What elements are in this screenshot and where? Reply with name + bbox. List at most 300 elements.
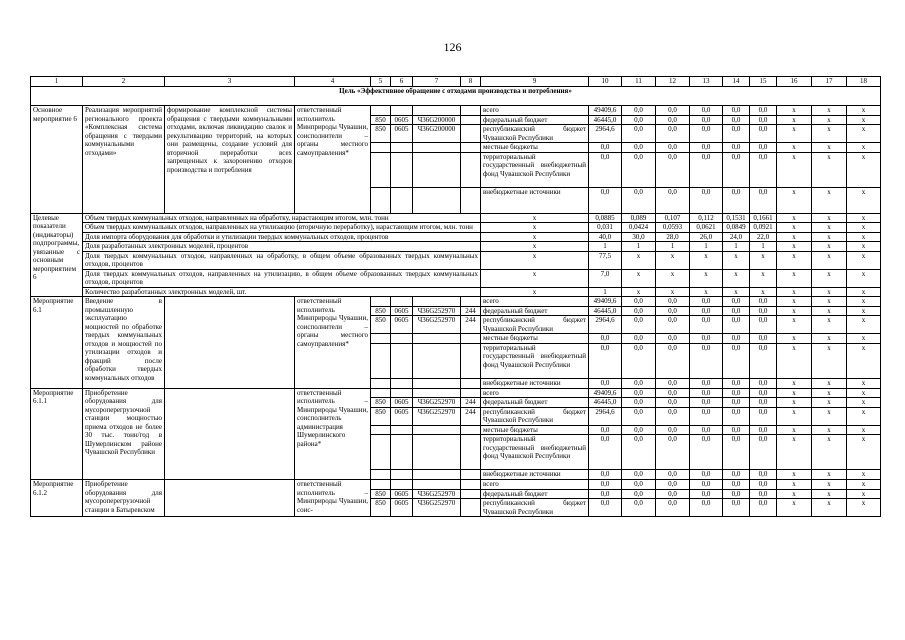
budget-code-c8 xyxy=(461,480,481,490)
target-x: x xyxy=(481,213,589,223)
value-cell: 46445,0 xyxy=(589,398,622,408)
budget-code-c6 xyxy=(391,143,413,153)
value-cell: 0,0 xyxy=(723,297,750,307)
budget-code-c5: 850 xyxy=(371,125,391,143)
value-cell: x xyxy=(812,152,847,187)
header-cell-5: 5 xyxy=(371,77,391,87)
value-cell: 0,0 xyxy=(723,378,750,388)
value-cell: x xyxy=(812,106,847,116)
value-cell: 46445,0 xyxy=(589,306,622,316)
targets-label: Целевые показатели (индикаторы) подпрограммы, увязанные с основным мероприятием 6 xyxy=(31,213,83,297)
value-cell: 0,0593 xyxy=(656,223,690,233)
value-cell: 0,0 xyxy=(589,425,622,435)
budget-code-c7 xyxy=(413,343,461,378)
value-cell: 0,0 xyxy=(656,378,690,388)
value-cell: x xyxy=(622,251,656,269)
value-cell: x xyxy=(777,425,812,435)
value-cell: 0,0 xyxy=(690,407,723,425)
value-cell: x xyxy=(847,297,881,307)
value-cell: x xyxy=(777,435,812,470)
value-cell: 0,0 xyxy=(656,106,690,116)
value-cell: 0,0 xyxy=(589,343,622,378)
value-cell: 0,0 xyxy=(589,499,622,517)
budget-code-c8: 244 xyxy=(461,407,481,425)
goal-title: Цель «Эффективное обращение с отходами производства и потребления» xyxy=(31,87,881,106)
value-cell: x xyxy=(847,287,881,297)
value-cell: 0,0 xyxy=(656,316,690,334)
target-text: Объем твердых коммунальных отходов, направленных на обработку, нарастающим итогом, млн. тонн xyxy=(83,213,481,223)
value-cell: 0,0 xyxy=(750,316,777,334)
value-cell: 0,0 xyxy=(589,334,622,344)
budget-code-c5: 850 xyxy=(371,499,391,517)
budget-code-c6 xyxy=(391,297,413,307)
value-cell: 0,0 xyxy=(750,125,777,143)
value-cell: 0,0 xyxy=(589,152,622,187)
value-cell: x xyxy=(777,297,812,307)
target-text: Доля твердых коммунальных отходов, направленных на обработку, в общем объеме образованных твердых коммунальных отходов, процентов xyxy=(83,251,481,269)
value-cell: x xyxy=(812,499,847,517)
budget-code-c6 xyxy=(391,378,413,388)
budget-code-c6: 0605 xyxy=(391,499,413,517)
value-cell: x xyxy=(812,343,847,378)
budget-code-c7 xyxy=(413,334,461,344)
value-cell: 1 xyxy=(589,287,622,297)
value-cell: 0,1661 xyxy=(750,213,777,223)
funding-source: всего xyxy=(481,480,589,490)
value-cell: 0,0 xyxy=(622,378,656,388)
funding-source: всего xyxy=(481,297,589,307)
value-cell: 0,0 xyxy=(622,306,656,316)
value-cell: 77,5 xyxy=(589,251,622,269)
header-row xyxy=(31,77,881,87)
budget-code-c8 xyxy=(461,499,481,517)
value-cell: x xyxy=(812,187,847,213)
value-cell: 0,0 xyxy=(622,106,656,116)
value-cell: 0,0 xyxy=(750,106,777,116)
value-cell: 26,0 xyxy=(690,232,723,242)
value-cell: x xyxy=(777,343,812,378)
value-cell: 0,089 xyxy=(622,213,656,223)
value-cell: 0,0 xyxy=(690,115,723,125)
value-cell: x xyxy=(847,223,881,233)
value-cell: 0,0 xyxy=(690,499,723,517)
budget-code-c7 xyxy=(413,435,461,470)
value-cell: x xyxy=(812,388,847,398)
value-cell: x xyxy=(656,269,690,287)
value-cell: 0,0 xyxy=(589,378,622,388)
header-cell-4: 4 xyxy=(295,77,371,87)
value-cell: 0,0 xyxy=(622,388,656,398)
value-cell: x xyxy=(690,251,723,269)
value-cell: 0,0 xyxy=(723,187,750,213)
value-cell: x xyxy=(812,115,847,125)
value-cell: x xyxy=(812,489,847,499)
value-cell: 2964,6 xyxy=(589,407,622,425)
value-cell: x xyxy=(847,213,881,223)
funding-source: всего xyxy=(481,106,589,116)
value-cell: x xyxy=(812,316,847,334)
funding-source: территориальный государственный внебюджетный фонд Чувашской Республики xyxy=(481,152,589,187)
value-cell: 2964,6 xyxy=(589,316,622,334)
value-cell: x xyxy=(847,378,881,388)
target-text: Количество разработанных электронных моделей, шт. xyxy=(83,287,481,297)
target-row xyxy=(31,223,881,233)
budget-code-c8 xyxy=(461,489,481,499)
value-cell: x xyxy=(690,287,723,297)
value-cell: 0,0 xyxy=(656,480,690,490)
value-cell: 0,0 xyxy=(656,398,690,408)
value-cell: x xyxy=(847,106,881,116)
budget-code-c7: Ч36G252970 xyxy=(413,316,461,334)
header-cell-1: 1 xyxy=(31,77,83,87)
value-cell: x xyxy=(847,480,881,490)
target-row xyxy=(31,213,881,223)
value-cell: x xyxy=(777,334,812,344)
value-cell: 0,0 xyxy=(622,343,656,378)
budget-code-c5: 850 xyxy=(371,489,391,499)
value-cell: x xyxy=(777,388,812,398)
measure-executor: ответственный исполнитель – Минприроды Чувашии, соис- xyxy=(295,480,371,517)
value-cell: 0,0 xyxy=(690,489,723,499)
budget-code-c8 xyxy=(461,435,481,470)
value-cell: x xyxy=(777,213,812,223)
value-cell: x xyxy=(777,316,812,334)
value-cell: 0,0 xyxy=(622,470,656,480)
value-cell: x xyxy=(812,398,847,408)
value-cell: 0,0 xyxy=(750,388,777,398)
value-cell: 0,0 xyxy=(750,398,777,408)
value-cell: 0,0 xyxy=(690,125,723,143)
measure-goal xyxy=(165,297,295,389)
funding-source: республиканский бюджет Чувашской Республики xyxy=(481,407,589,425)
measure-name: Мероприятие 6.1.1 xyxy=(31,388,83,480)
target-x: x xyxy=(481,251,589,269)
value-cell: 0,0 xyxy=(750,407,777,425)
value-cell: x xyxy=(812,269,847,287)
budget-code-c5 xyxy=(371,378,391,388)
value-cell: 0,0 xyxy=(622,489,656,499)
table-body xyxy=(31,77,881,517)
budget-code-c8 xyxy=(461,470,481,480)
value-cell: x xyxy=(847,251,881,269)
funding-source: внебюджетные источники xyxy=(481,187,589,213)
value-cell: 0,0 xyxy=(690,306,723,316)
budget-code-c5 xyxy=(371,187,391,213)
value-cell: x xyxy=(812,435,847,470)
value-cell: x xyxy=(812,480,847,490)
value-cell: 0,0849 xyxy=(723,223,750,233)
value-cell: 0,0 xyxy=(690,398,723,408)
value-cell: x xyxy=(847,343,881,378)
target-row xyxy=(31,242,881,252)
value-cell: 0,0 xyxy=(750,343,777,378)
value-cell: x xyxy=(812,143,847,153)
value-cell: x xyxy=(777,489,812,499)
value-cell: 0,0 xyxy=(589,187,622,213)
budget-code-c8 xyxy=(461,343,481,378)
value-cell: x xyxy=(777,470,812,480)
funding-source: республиканский бюджет Чувашской Республики xyxy=(481,316,589,334)
budget-code-c6 xyxy=(391,470,413,480)
value-cell: 0,0 xyxy=(656,470,690,480)
budget-code-c8 xyxy=(461,297,481,307)
budget-code-c5 xyxy=(371,480,391,490)
value-cell: x xyxy=(812,470,847,480)
value-cell: 0,0 xyxy=(656,407,690,425)
value-cell: 0,0 xyxy=(656,297,690,307)
value-cell: 0,0921 xyxy=(750,223,777,233)
value-cell: x xyxy=(777,125,812,143)
value-cell: x xyxy=(777,152,812,187)
value-cell: x xyxy=(777,480,812,490)
value-cell: 0,0621 xyxy=(690,223,723,233)
value-cell: 0,0 xyxy=(589,470,622,480)
measure-goal: формирование комплексной системы обращения с твердыми коммунальными отходами, включая ликвидацию свалок и рекультивацию территорий, на которых они размещены, создание условий для вторичной переработки всех запрещенных к захоронению отходов производства и потребления xyxy=(165,106,295,214)
budget-code-c7 xyxy=(413,187,461,213)
value-cell: 0,0 xyxy=(723,480,750,490)
budget-code-c6 xyxy=(391,425,413,435)
value-cell: 49409,6 xyxy=(589,297,622,307)
funding-source: республиканский бюджет Чувашской Республики xyxy=(481,125,589,143)
value-cell: x xyxy=(812,251,847,269)
header-cell-3: 3 xyxy=(165,77,295,87)
measure-goal xyxy=(165,388,295,480)
value-cell: 46445,0 xyxy=(589,115,622,125)
funding-source: местные бюджеты xyxy=(481,143,589,153)
value-cell: 0,0 xyxy=(656,388,690,398)
value-cell: x xyxy=(777,407,812,425)
value-cell: 0,0 xyxy=(723,306,750,316)
value-cell: 0,0 xyxy=(750,297,777,307)
value-cell: 0,0 xyxy=(690,187,723,213)
value-cell: x xyxy=(622,269,656,287)
budget-code-c5 xyxy=(371,470,391,480)
value-cell: x xyxy=(847,152,881,187)
budget-code-c6: 0605 xyxy=(391,306,413,316)
program-table xyxy=(30,76,881,517)
value-cell: 0,0 xyxy=(690,378,723,388)
budget-code-c5 xyxy=(371,152,391,187)
value-cell: x xyxy=(847,388,881,398)
value-cell: x xyxy=(847,407,881,425)
budget-code-c5 xyxy=(371,435,391,470)
measure-title: Приобретение оборудования для мусороперегрузочной станции в Батыревском xyxy=(83,480,165,517)
budget-code-c7 xyxy=(413,152,461,187)
header-cell-6: 6 xyxy=(391,77,413,87)
value-cell: 0,0 xyxy=(622,480,656,490)
funding-source: федеральный бюджет xyxy=(481,489,589,499)
value-cell: 0,0 xyxy=(622,115,656,125)
value-cell: 0,0424 xyxy=(622,223,656,233)
value-cell: 0,0 xyxy=(656,334,690,344)
budget-code-c8: 244 xyxy=(461,306,481,316)
budget-code-c8 xyxy=(461,334,481,344)
value-cell: 0,0 xyxy=(622,398,656,408)
budget-code-c7: Ч36G252970 xyxy=(413,407,461,425)
value-cell: 7,0 xyxy=(589,269,622,287)
target-x: x xyxy=(481,242,589,252)
funding-source: всего xyxy=(481,388,589,398)
value-cell: x xyxy=(847,143,881,153)
budget-code-c7: Ч36G200000 xyxy=(413,125,461,143)
value-cell: x xyxy=(812,425,847,435)
funding-source: местные бюджеты xyxy=(481,334,589,344)
budget-code-c7: Ч36G200000 xyxy=(413,115,461,125)
budget-code-c5 xyxy=(371,106,391,116)
budget-code-c7 xyxy=(413,143,461,153)
value-cell: 0,0 xyxy=(622,143,656,153)
budget-code-c8 xyxy=(461,378,481,388)
budget-code-c7 xyxy=(413,106,461,116)
header-cell-8: 8 xyxy=(461,77,481,87)
value-cell: 0,0 xyxy=(723,115,750,125)
measure-executor: ответственный исполнитель – Минприроды Чувашии, соисполнитель администрация Шумерлинского района* xyxy=(295,388,371,480)
value-cell: 0,0 xyxy=(750,425,777,435)
budget-code-c6 xyxy=(391,152,413,187)
value-cell: 0,0885 xyxy=(589,213,622,223)
value-cell: x xyxy=(812,297,847,307)
budget-code-c6 xyxy=(391,388,413,398)
value-cell: x xyxy=(812,125,847,143)
value-cell: 0,0 xyxy=(723,316,750,334)
table-row xyxy=(31,480,881,490)
value-cell: 0,0 xyxy=(656,425,690,435)
budget-code-c6 xyxy=(391,334,413,344)
header-cell-15: 15 xyxy=(750,77,777,87)
value-cell: x xyxy=(847,499,881,517)
budget-code-c5: 850 xyxy=(371,407,391,425)
value-cell: 0,0 xyxy=(656,125,690,143)
value-cell: x xyxy=(847,489,881,499)
value-cell: 0,0 xyxy=(656,435,690,470)
value-cell: 0,0 xyxy=(656,115,690,125)
target-row xyxy=(31,269,881,287)
value-cell: 0,0 xyxy=(656,187,690,213)
target-text: Доля импорта оборудования для обработки и утилизации твердых коммунальных отходов, процентов xyxy=(83,232,481,242)
value-cell: x xyxy=(847,242,881,252)
budget-code-c5 xyxy=(371,143,391,153)
budget-code-c5 xyxy=(371,388,391,398)
value-cell: 0,0 xyxy=(723,125,750,143)
value-cell: 49409,6 xyxy=(589,106,622,116)
funding-source: федеральный бюджет xyxy=(481,398,589,408)
goal-row xyxy=(31,87,881,106)
value-cell: 0,0 xyxy=(656,306,690,316)
value-cell: 0,0 xyxy=(723,499,750,517)
value-cell: 24,0 xyxy=(723,232,750,242)
value-cell: 0,0 xyxy=(723,334,750,344)
measure-goal xyxy=(165,480,295,517)
value-cell: 0,0 xyxy=(589,435,622,470)
target-row xyxy=(31,287,881,297)
value-cell: x xyxy=(777,106,812,116)
budget-code-c6: 0605 xyxy=(391,316,413,334)
budget-code-c6: 0605 xyxy=(391,489,413,499)
budget-code-c7 xyxy=(413,378,461,388)
budget-code-c5 xyxy=(371,334,391,344)
value-cell: x xyxy=(723,251,750,269)
value-cell: 0,0 xyxy=(690,152,723,187)
header-cell-12: 12 xyxy=(656,77,690,87)
budget-code-c7: Ч36G252970 xyxy=(413,398,461,408)
budget-code-c5 xyxy=(371,297,391,307)
funding-source: внебюджетные источники xyxy=(481,378,589,388)
value-cell: 0,0 xyxy=(656,499,690,517)
value-cell: x xyxy=(656,251,690,269)
value-cell: 0,0 xyxy=(723,489,750,499)
value-cell: x xyxy=(812,242,847,252)
value-cell: 0,0 xyxy=(750,115,777,125)
header-cell-16: 16 xyxy=(777,77,812,87)
value-cell: x xyxy=(812,334,847,344)
header-cell-2: 2 xyxy=(83,77,165,87)
value-cell: x xyxy=(812,287,847,297)
budget-code-c8 xyxy=(461,388,481,398)
value-cell: 2964,6 xyxy=(589,125,622,143)
measure-name: Мероприятие 6.1.2 xyxy=(31,480,83,517)
header-cell-17: 17 xyxy=(812,77,847,87)
budget-code-c5 xyxy=(371,343,391,378)
value-cell: 0,0 xyxy=(690,435,723,470)
value-cell: x xyxy=(812,306,847,316)
budget-code-c7 xyxy=(413,480,461,490)
value-cell: 0,0 xyxy=(750,152,777,187)
value-cell: x xyxy=(812,213,847,223)
value-cell: 0,0 xyxy=(622,407,656,425)
budget-code-c8 xyxy=(461,143,481,153)
value-cell: 1 xyxy=(656,242,690,252)
value-cell: 0,0 xyxy=(723,398,750,408)
budget-code-c5 xyxy=(371,425,391,435)
funding-source: республиканский бюджет Чувашской Республики xyxy=(481,499,589,517)
value-cell: x xyxy=(847,115,881,125)
budget-code-c7 xyxy=(413,425,461,435)
value-cell: x xyxy=(847,435,881,470)
table-row xyxy=(31,388,881,398)
funding-source: внебюджетные источники xyxy=(481,470,589,480)
budget-code-c8 xyxy=(461,115,481,125)
value-cell: x xyxy=(723,287,750,297)
target-row xyxy=(31,232,881,242)
budget-code-c6 xyxy=(391,480,413,490)
value-cell: 0,0 xyxy=(690,480,723,490)
value-cell: x xyxy=(847,187,881,213)
value-cell: x xyxy=(777,143,812,153)
value-cell: 0,0 xyxy=(656,489,690,499)
value-cell: 0,0 xyxy=(622,334,656,344)
value-cell: 0,0 xyxy=(750,334,777,344)
value-cell: 0,0 xyxy=(690,343,723,378)
value-cell: x xyxy=(777,378,812,388)
value-cell: 0,0 xyxy=(622,425,656,435)
budget-code-c6: 0605 xyxy=(391,398,413,408)
budget-code-c7: Ч36G252970 xyxy=(413,499,461,517)
value-cell: 0,0 xyxy=(690,316,723,334)
measure-executor: ответственный исполнитель Минприроды Чувашии, соисполнители – органы местного самоуправления* xyxy=(295,297,371,389)
value-cell: x xyxy=(777,242,812,252)
measure-title: Приобретение оборудования для мусороперегрузочной станции мощностью приема отходов не более 30 тыс. тонн/год в Шумерлинском районе Чувашской Республики xyxy=(83,388,165,480)
value-cell: 0,0 xyxy=(589,489,622,499)
value-cell: 0,0 xyxy=(723,343,750,378)
budget-code-c6 xyxy=(391,106,413,116)
value-cell: 0,0 xyxy=(656,143,690,153)
funding-source: территориальный государственный внебюджетный фонд Чувашской Республики xyxy=(481,343,589,378)
target-text: Доля твердых коммунальных отходов, направленных на утилизацию, в общем объеме образованных твердых коммунальных отходов, процентов xyxy=(83,269,481,287)
value-cell: 0,0 xyxy=(589,480,622,490)
value-cell: 0,0 xyxy=(622,152,656,187)
budget-code-c8 xyxy=(461,125,481,143)
value-cell: 0,0 xyxy=(622,297,656,307)
